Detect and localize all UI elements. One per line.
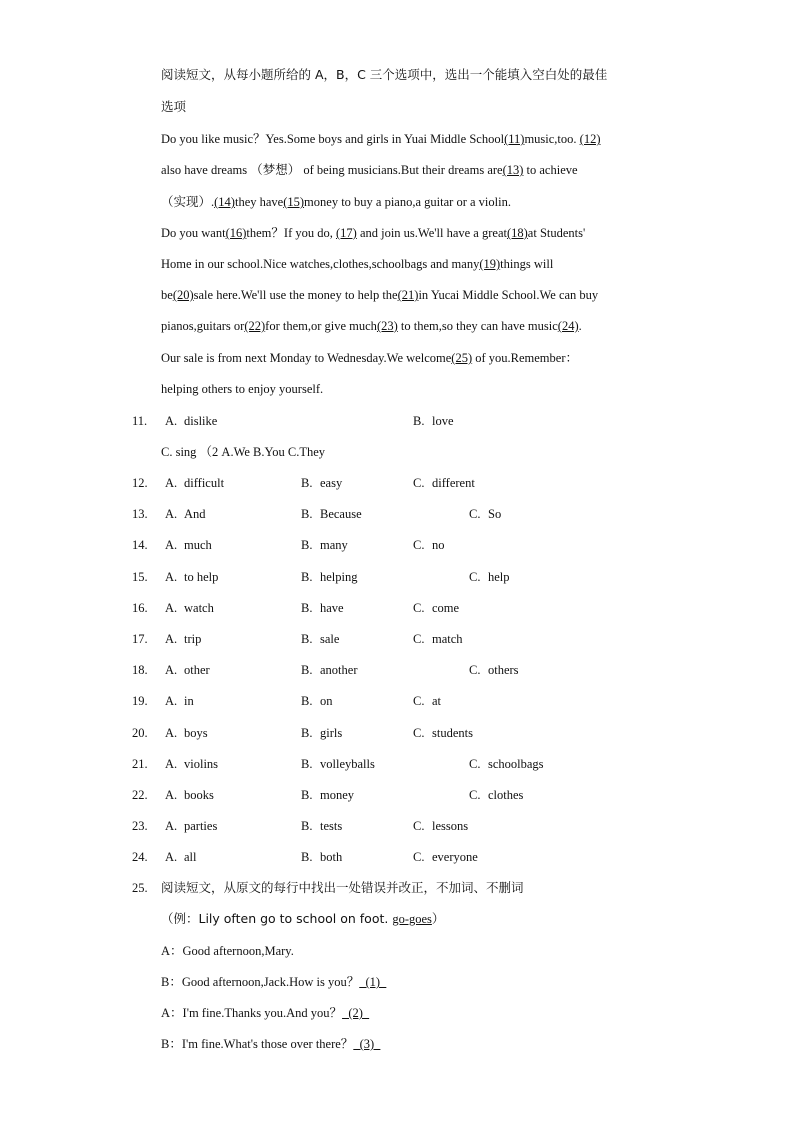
option-letter: C. bbox=[413, 694, 425, 708]
option-b bbox=[301, 537, 348, 553]
option-letter: B. bbox=[301, 694, 313, 708]
example-line bbox=[161, 911, 444, 927]
option-text: another bbox=[320, 663, 358, 677]
text: ） bbox=[431, 911, 445, 926]
option-c bbox=[413, 725, 473, 741]
text: to achieve bbox=[523, 163, 578, 177]
option-letter: C. bbox=[413, 538, 425, 552]
option-text: other bbox=[184, 663, 210, 677]
option-letter: C. bbox=[469, 757, 481, 771]
option-b bbox=[301, 756, 375, 772]
option-letter: B. bbox=[301, 788, 313, 802]
option-b bbox=[301, 475, 342, 491]
option-text: at bbox=[432, 694, 442, 708]
option-c bbox=[413, 600, 459, 616]
option-text: many bbox=[320, 538, 348, 552]
text: pianos,guitars or bbox=[161, 319, 245, 333]
text: in Yucai Middle School.We can buy bbox=[418, 288, 599, 302]
blank-25: (25) bbox=[451, 351, 473, 365]
option-letter: C. bbox=[469, 663, 481, 677]
option-c bbox=[413, 475, 475, 491]
option-text: Because bbox=[320, 507, 362, 521]
question-number: 16. bbox=[132, 601, 148, 615]
text: for them,or give much bbox=[265, 319, 377, 333]
text: （例：Lily often go to school on foot. bbox=[161, 911, 393, 926]
blank-13: (13) bbox=[502, 163, 524, 177]
option-letter: B. bbox=[301, 538, 313, 552]
question-number: 23. bbox=[132, 819, 148, 833]
text: music,too. bbox=[524, 132, 580, 146]
option-letter: B. bbox=[301, 850, 313, 864]
option-b bbox=[301, 693, 333, 709]
option-text: have bbox=[320, 601, 344, 615]
option-letter: A. bbox=[165, 476, 178, 490]
option-text: violins bbox=[184, 757, 219, 771]
option-text: tests bbox=[320, 819, 343, 833]
option-letter: B. bbox=[301, 726, 313, 740]
option-letter: A. bbox=[165, 538, 178, 552]
option-letter: B. bbox=[301, 507, 313, 521]
option-c bbox=[413, 849, 478, 865]
option-letter: C. bbox=[413, 601, 425, 615]
text: Do you like music？Yes.Some boys and girls in Yuai Middle School bbox=[161, 132, 505, 146]
option-text: boys bbox=[184, 726, 208, 740]
example-answer: go-goes bbox=[392, 912, 432, 926]
option-text: dislike bbox=[184, 414, 218, 428]
question-number: 20. bbox=[132, 726, 148, 740]
blank-20: (20) bbox=[172, 288, 194, 302]
option-text: easy bbox=[320, 476, 343, 490]
option-letter: A. bbox=[165, 694, 178, 708]
option-c bbox=[413, 631, 463, 647]
option-letter: A. bbox=[165, 570, 178, 584]
option-a bbox=[165, 725, 208, 741]
option-letter: A. bbox=[165, 663, 178, 677]
blank-18: (18) bbox=[506, 226, 528, 240]
question-number: 14. bbox=[132, 538, 148, 552]
passage-line-7 bbox=[161, 256, 553, 272]
option-text: no bbox=[432, 538, 445, 552]
option-c bbox=[469, 569, 510, 585]
option-letter: C. bbox=[469, 507, 481, 521]
option-text: both bbox=[320, 850, 343, 864]
option-b bbox=[301, 569, 358, 585]
question-number: 13. bbox=[132, 507, 148, 521]
option-text: lessons bbox=[432, 819, 469, 833]
text: B：Good afternoon,Jack.How is you？ bbox=[161, 975, 360, 989]
blank-22: (22) bbox=[244, 319, 266, 333]
option-letter: B. bbox=[301, 632, 313, 646]
question-number: 24. bbox=[132, 850, 148, 864]
option-letter: C. bbox=[469, 788, 481, 802]
blank-1: (1) bbox=[359, 975, 387, 989]
blank-14: (14) bbox=[214, 195, 235, 209]
option-text: girls bbox=[320, 726, 343, 740]
text: sale here.We'll use the money to help the bbox=[193, 288, 398, 302]
text: Do you want bbox=[161, 226, 226, 240]
option-text: match bbox=[432, 632, 463, 646]
text: and join us.We'll have a great bbox=[356, 226, 507, 240]
option-letter: B. bbox=[301, 757, 313, 771]
blank-16: (16) bbox=[225, 226, 247, 240]
option-b bbox=[301, 787, 354, 803]
option-letter: C. bbox=[413, 632, 425, 646]
text: of you.Remember： bbox=[472, 351, 578, 365]
text: （实现）. bbox=[161, 195, 215, 209]
option-letter: A. bbox=[165, 788, 178, 802]
text: . bbox=[578, 319, 582, 333]
option-text: trip bbox=[184, 632, 202, 646]
option-text: to help bbox=[184, 570, 219, 584]
option-letter: C. bbox=[413, 476, 425, 490]
option-a bbox=[165, 506, 206, 522]
option-text: on bbox=[320, 694, 333, 708]
option-a bbox=[165, 787, 214, 803]
passage-line-4 bbox=[161, 162, 578, 178]
question-number: 15. bbox=[132, 570, 148, 584]
option-text: money bbox=[320, 788, 355, 802]
option-letter: B. bbox=[413, 414, 425, 428]
option-a bbox=[165, 600, 214, 616]
option-letter: A. bbox=[165, 632, 178, 646]
option-text: help bbox=[488, 570, 510, 584]
option-text: helping bbox=[320, 570, 358, 584]
option-letter: C. bbox=[413, 850, 425, 864]
blank-24: (24) bbox=[557, 319, 579, 333]
question-number: 25. bbox=[132, 881, 148, 895]
option-text: watch bbox=[184, 601, 214, 615]
question-number: 18. bbox=[132, 663, 148, 677]
text: B：I'm fine.What's those over there？ bbox=[161, 1037, 354, 1051]
option-text: So bbox=[488, 507, 502, 521]
option-letter: B. bbox=[301, 663, 313, 677]
blank-17: (17) bbox=[335, 226, 357, 240]
passage-line-5 bbox=[161, 194, 511, 210]
option-a bbox=[165, 849, 197, 865]
option-c bbox=[469, 756, 544, 772]
option-letter: C. bbox=[413, 726, 425, 740]
option-letter: B. bbox=[301, 601, 313, 615]
option-letter: A. bbox=[165, 414, 178, 428]
option-a bbox=[165, 662, 210, 678]
option-text: difficult bbox=[184, 476, 225, 490]
option-a bbox=[165, 475, 224, 491]
text: also have dreams （梦想） of being musicians.But their dreams are bbox=[161, 163, 503, 177]
option-letter: C. bbox=[469, 570, 481, 584]
option-letter: A. bbox=[165, 507, 178, 521]
text: they have bbox=[234, 195, 284, 209]
option-text: everyone bbox=[432, 850, 478, 864]
option-text: parties bbox=[184, 819, 218, 833]
option-letter: A. bbox=[165, 726, 178, 740]
option-a bbox=[165, 413, 217, 429]
option-text: schoolbags bbox=[488, 757, 544, 771]
option-b bbox=[413, 413, 454, 429]
option-letter: B. bbox=[301, 570, 313, 584]
option-text: in bbox=[184, 694, 194, 708]
question-number: 21. bbox=[132, 757, 148, 771]
passage-line-10 bbox=[161, 350, 578, 366]
option-a bbox=[165, 631, 201, 647]
option-b bbox=[301, 849, 342, 865]
option-b bbox=[301, 662, 357, 678]
option-text: all bbox=[184, 850, 197, 864]
option-text: love bbox=[432, 414, 454, 428]
question-number: 22. bbox=[132, 788, 148, 802]
option-b bbox=[301, 506, 362, 522]
option-letter: A. bbox=[165, 601, 178, 615]
passage-line-11: helping others to enjoy yourself. bbox=[161, 382, 324, 396]
question-number: 19. bbox=[132, 694, 148, 708]
question-number: 11. bbox=[132, 414, 148, 428]
text: Our sale is from next Monday to Wednesday.We welcome bbox=[161, 351, 452, 365]
blank-19: (19) bbox=[479, 257, 501, 271]
blank-2: (2) bbox=[342, 1006, 370, 1020]
text: them？If you do, bbox=[246, 226, 336, 240]
blank-11: (11) bbox=[504, 132, 525, 146]
option-text: much bbox=[184, 538, 212, 552]
instruction-line-2: 选项 bbox=[161, 99, 187, 114]
question-number: 17. bbox=[132, 632, 148, 646]
option-c bbox=[413, 818, 468, 834]
passage-line-8 bbox=[161, 287, 598, 303]
text: to them,so they can have music bbox=[397, 319, 558, 333]
option-text: clothes bbox=[488, 788, 524, 802]
option-a bbox=[165, 693, 194, 709]
dialogue-line-1: A：Good afternoon,Mary. bbox=[161, 944, 294, 958]
option-b bbox=[301, 818, 342, 834]
blank-15: (15) bbox=[283, 195, 305, 209]
text: be bbox=[161, 288, 173, 302]
blank-23: (23) bbox=[376, 319, 398, 333]
option-letter: B. bbox=[301, 476, 313, 490]
option-letter: B. bbox=[301, 819, 313, 833]
text: at Students' bbox=[527, 226, 586, 240]
dialogue-line-2 bbox=[161, 974, 386, 990]
option-letter: A. bbox=[165, 819, 178, 833]
option-a bbox=[165, 756, 218, 772]
dialogue-line-4 bbox=[161, 1036, 380, 1052]
passage-line-6 bbox=[161, 225, 585, 241]
option-text: sale bbox=[320, 632, 340, 646]
instruction-25: 阅读短文，从原文的每行中找出一处错误并改正，不加词、不删词 bbox=[161, 880, 524, 895]
option-text: volleyballs bbox=[320, 757, 375, 771]
option-c bbox=[413, 693, 441, 709]
blank-12: (12) bbox=[579, 132, 601, 146]
option-text: different bbox=[432, 476, 475, 490]
dialogue-line-3 bbox=[161, 1005, 369, 1021]
passage-line-9 bbox=[161, 318, 582, 334]
option-text: come bbox=[432, 601, 460, 615]
option-letter: C. bbox=[413, 819, 425, 833]
option-c bbox=[469, 662, 519, 678]
option-a bbox=[165, 537, 212, 553]
passage-line-3 bbox=[161, 131, 600, 147]
option-text: And bbox=[184, 507, 206, 521]
option-text: students bbox=[432, 726, 473, 740]
blank-3: (3) bbox=[353, 1037, 381, 1051]
question-number: 12. bbox=[132, 476, 148, 490]
option-c bbox=[469, 787, 523, 803]
option-text: books bbox=[184, 788, 214, 802]
option-a bbox=[165, 569, 218, 585]
blank-21: (21) bbox=[397, 288, 419, 302]
option-letter: A. bbox=[165, 757, 178, 771]
option-text: others bbox=[488, 663, 519, 677]
option-b bbox=[301, 631, 339, 647]
text: things will bbox=[500, 257, 554, 271]
question-continuation: C. sing （2 A.We B.You C.They bbox=[161, 445, 326, 459]
option-letter: A. bbox=[165, 850, 178, 864]
option-b bbox=[301, 725, 342, 741]
instruction-line-1: 阅读短文，从每小题所给的 A，B，C 三个选项中，选出一个能填入空白处的最佳 bbox=[161, 67, 608, 82]
option-c bbox=[469, 506, 501, 522]
text: Home in our school.Nice watches,clothes,schoolbags and many bbox=[161, 257, 480, 271]
text: money to buy a piano,a guitar or a violin. bbox=[304, 195, 511, 209]
option-b bbox=[301, 600, 344, 616]
option-c bbox=[413, 537, 445, 553]
option-a bbox=[165, 818, 217, 834]
text: A：I'm fine.Thanks you.And you？ bbox=[161, 1006, 343, 1020]
